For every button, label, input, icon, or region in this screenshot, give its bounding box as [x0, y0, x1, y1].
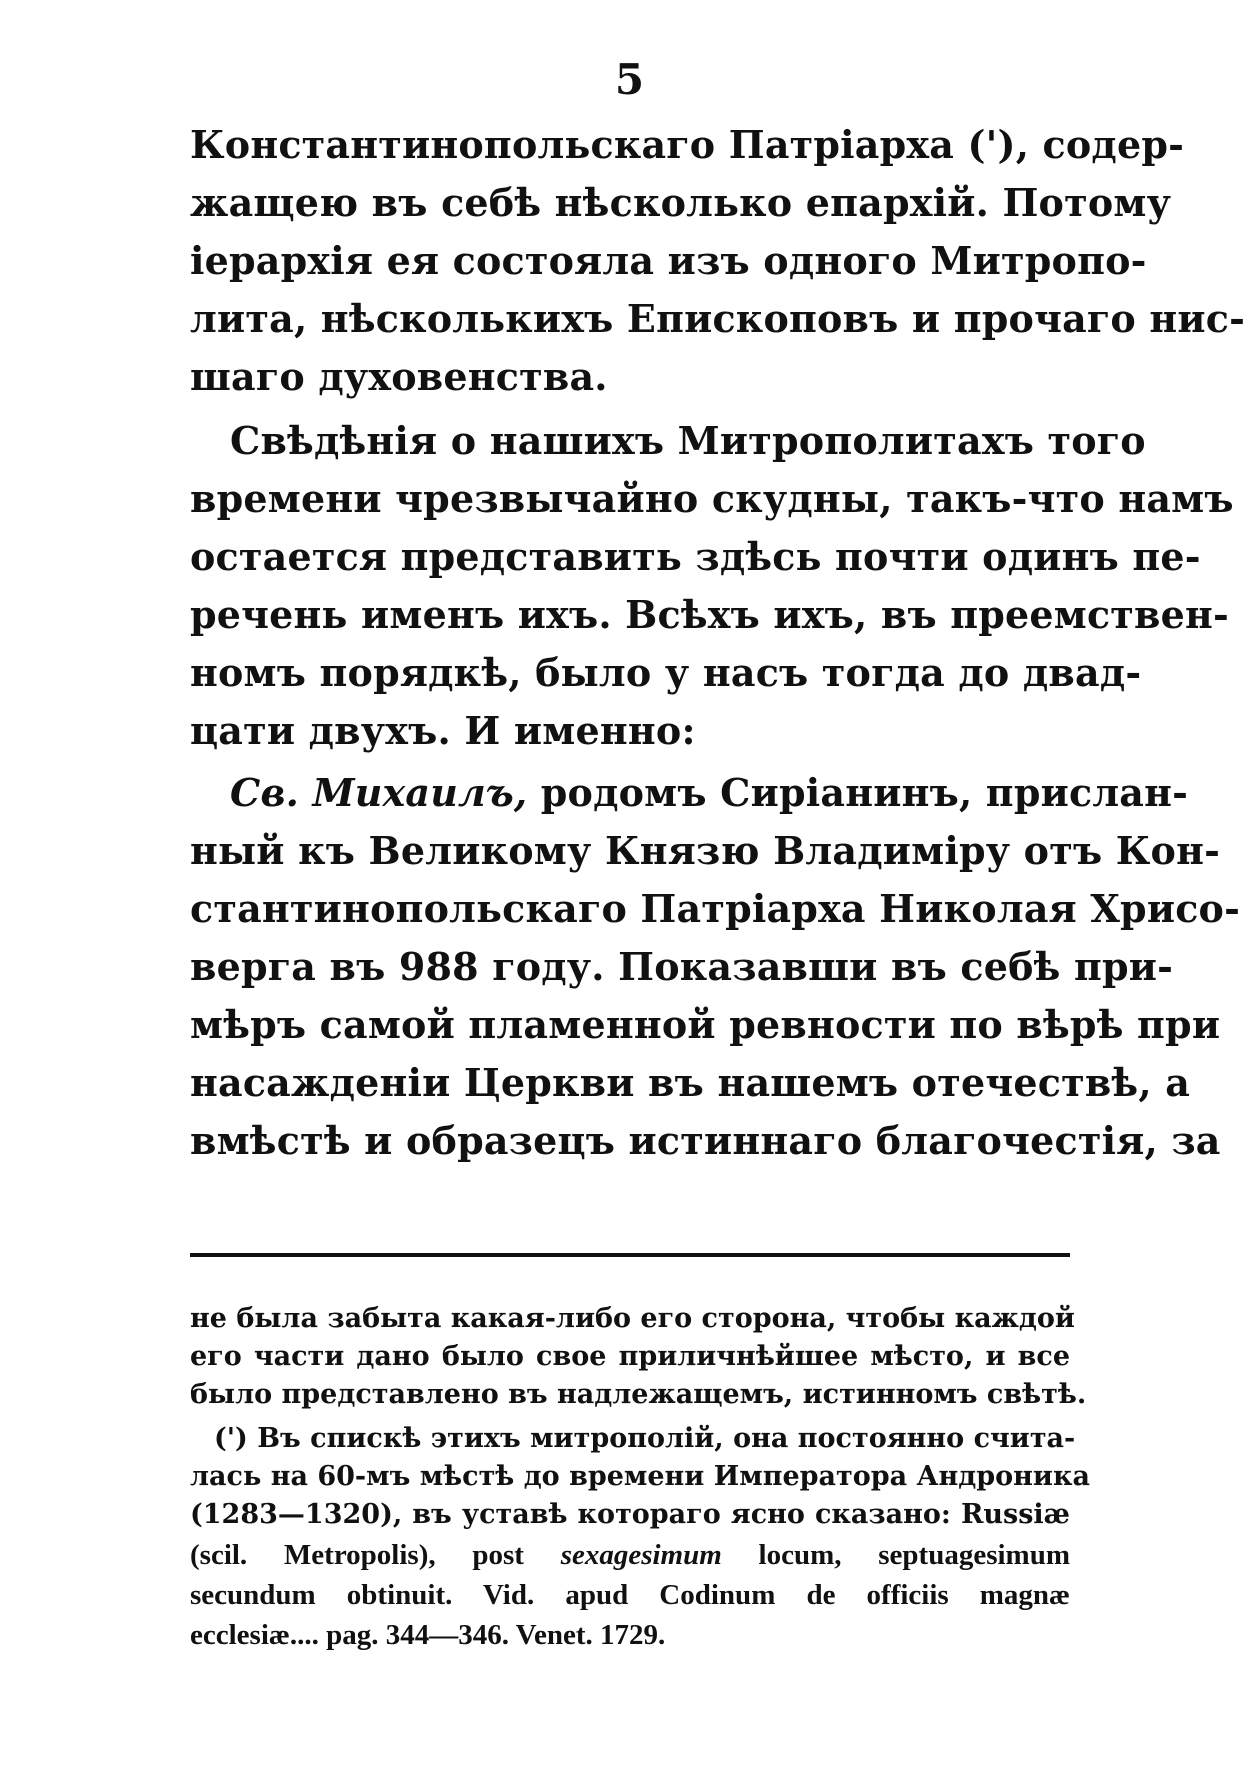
text-span: (scil. Metropolis), post	[190, 1539, 561, 1571]
text-line: речень именъ ихъ. Всѣхъ ихъ, въ преемствен-	[190, 592, 1230, 637]
footnote-line	[190, 1536, 1070, 1574]
footnote-line: его части дано было свое приличнѣйшее мѣсто, и все	[190, 1341, 1070, 1372]
text-line: вмѣстѣ и образецъ истиннаго благочестія, за	[190, 1118, 1221, 1163]
footnote-line: (1283—1320), въ уставѣ котораго ясно сказано: Russiæ	[190, 1499, 1070, 1530]
footnote-line: не была забыта какая-либо его сторона, чтобы каждой	[190, 1303, 1075, 1334]
footnote-line: secundum obtinuit. Vid. apud Codinum de officiis magnæ	[190, 1579, 1070, 1611]
footnote-line: ecclesiæ.... pag. 344—346. Venet. 1729.	[190, 1619, 666, 1651]
page-number: 5	[614, 55, 645, 104]
footnote-line: (') Въ спискѣ этихъ митрополій, она постоянно счита-	[214, 1423, 1076, 1454]
text-line: іерархія ея состояла изъ одного Митропо-	[190, 238, 1147, 283]
text-span: locum, septuagesimum	[721, 1539, 1070, 1571]
text-line: остается представить здѣсь почти одинъ пе-	[190, 534, 1201, 579]
text-line: стантинопольскаго Патріарха Николая Хрисо-	[190, 886, 1241, 931]
text-line: ный къ Великому Князю Владиміру отъ Кон-	[190, 828, 1221, 873]
text-line: верга въ 988 году. Показавши въ себѣ при-	[190, 944, 1174, 989]
text-line: лита, нѣсколькихъ Епископовъ и прочаго нис-	[190, 296, 1246, 341]
text-line: жащею въ себѣ нѣсколько епархій. Потому	[190, 180, 1172, 225]
text-line: шаго духовенства.	[190, 354, 608, 399]
footnote-line: лась на 60-мъ мѣстѣ до времени Императора Андроника	[190, 1461, 1090, 1492]
footnote-separator	[190, 1253, 1070, 1257]
footnote-line: было представлено въ надлежащемъ, истинномъ свѣтѣ.	[190, 1379, 1087, 1410]
italic-term: sexagesimum	[560, 1539, 722, 1571]
text-line: Свѣдѣнія о нашихъ Митрополитахъ того	[230, 418, 1146, 463]
text-line	[230, 764, 1189, 822]
text-span: родомъ Сиріанинъ, прислан-	[527, 770, 1189, 815]
text-line: Константинопольскаго Патріарха ('), содер-	[190, 122, 1185, 167]
text-line: времени чрезвычайно скудны, такъ-что намъ	[190, 476, 1234, 521]
text-line: номъ порядкѣ, было у насъ тогда до двад-	[190, 650, 1142, 695]
saint-name: Св. Михаилъ,	[230, 770, 528, 815]
text-line: цати двухъ. И именно:	[190, 708, 696, 753]
text-line: насажденіи Церкви въ нашемъ отечествѣ, а	[190, 1060, 1191, 1105]
text-line: мѣръ самой пламенной ревности по вѣрѣ при	[190, 1002, 1221, 1047]
